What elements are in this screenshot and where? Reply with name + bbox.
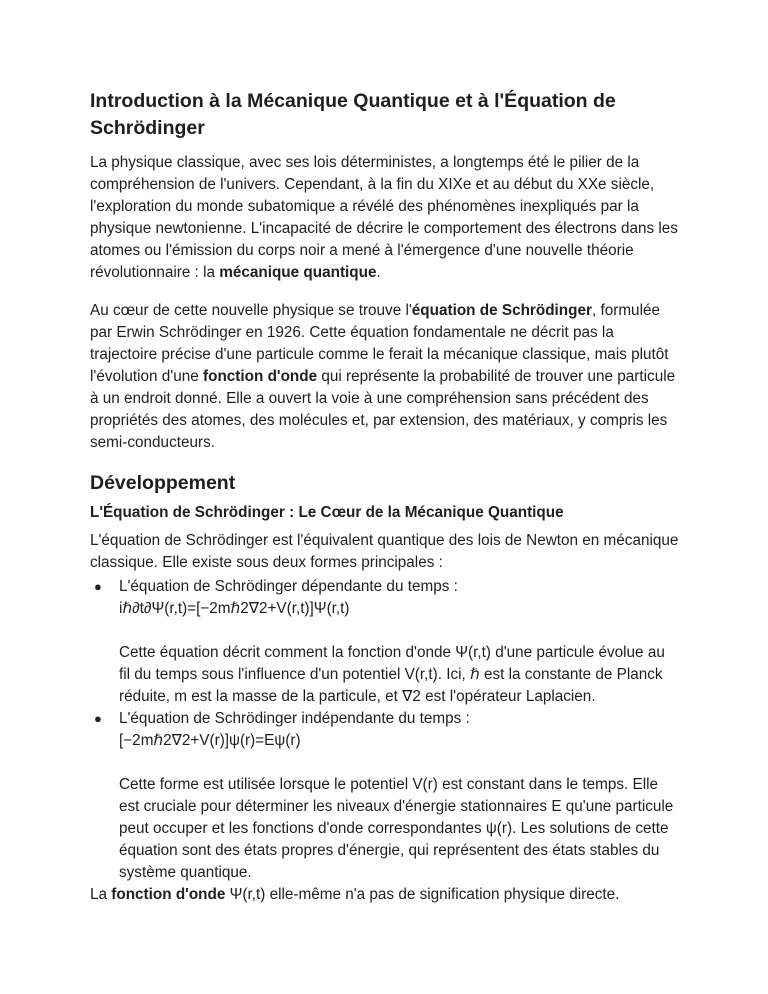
closing-paragraph <box>90 884 680 906</box>
intro-paragraph-2-pre: Au cœur de cette nouvelle physique se trouve l' <box>90 302 412 319</box>
intro-paragraph-2 <box>90 300 680 454</box>
bullet-icon: ● <box>94 711 102 726</box>
equation-description: Cette équation décrit comment la fonction d'onde Ψ(r,t) d'une particule évolue au fil du temps sous l'influence d'un potentiel V(r,t). Ici, ℏ est la constante de Planck réduite, m est la masse de la particule, et ∇2 est l'opérateur Laplacien. <box>119 644 665 705</box>
intro-paragraph-2-mid: , formulée par Erwin Schrödinger en 1926. Cette équation fondamentale ne décrit pas la trajectoire précise d'une particule comme le ferait la mécanique classique, mais plutôt l'évolution d'une <box>90 302 669 385</box>
equation-list <box>90 576 680 884</box>
section-heading: Développement <box>90 472 236 494</box>
subsection-heading: L'Équation de Schrödinger : Le Cœur de la Mécanique Quantique <box>90 504 564 521</box>
equation-label: L'équation de Schrödinger dépendante du temps : <box>119 578 458 595</box>
document-page <box>90 88 680 906</box>
intro-paragraph-1 <box>90 152 680 284</box>
intro-paragraph-1-end: . <box>376 264 381 281</box>
intro-paragraph-2-bold-1: équation de Schrödinger <box>411 302 592 319</box>
closing-paragraph-bold: fonction d'onde <box>111 886 226 903</box>
intro-paragraph-1-bold: mécanique quantique <box>219 264 377 281</box>
intro-paragraph-2-bold-2: fonction d'onde <box>203 368 318 385</box>
intro-paragraph-2-end: qui représente la probabilité de trouver une particule à un endroit donné. Elle a ouvert la voie à une compréhension sans précédent des propriétés des atomes, des molécules et, par extension, des matériaux, y compris les semi-conducteurs. <box>90 368 676 451</box>
equation-formula: [−2mℏ2∇2+V(r)]ψ(r)=Eψ(r) <box>119 732 301 749</box>
intro-paragraph-1-text: La physique classique, avec ses lois déterministes, a longtemps été le pilier de la compréhension de l'univers. Cependant, à la fin du XIXe et au début du XXe siècle, l'exploration du monde subatomique a révélé des phénomènes inexpliqués par la physique newtonienne. L'incapacité de décrire le comportement des électrons dans les atomes ou l'émission du corps noir a mené à l'émergence d'une nouvelle théorie révolutionnaire : la <box>90 154 678 281</box>
closing-paragraph-end: Ψ(r,t) elle-même n'a pas de signification physique directe. <box>225 886 620 903</box>
equation-formula: iℏ∂t∂Ψ(r,t)=[−2mℏ2∇2+V(r,t)]Ψ(r,t) <box>119 600 350 617</box>
subsection-intro: L'équation de Schrödinger est l'équivalent quantique des lois de Newton en mécanique classique. Elle existe sous deux formes principales : <box>90 532 679 571</box>
equation-label: L'équation de Schrödinger indépendante du temps : <box>119 710 470 727</box>
list-item <box>90 708 680 884</box>
page-title: Introduction à la Mécanique Quantique et à l'Équation de Schrödinger <box>90 90 616 139</box>
closing-paragraph-pre: La <box>90 886 112 903</box>
list-item <box>90 576 680 708</box>
equation-description: Cette forme est utilisée lorsque le potentiel V(r) est constant dans le temps. Elle est cruciale pour déterminer les niveaux d'énergie stationnaires E qu'une particule peut occuper et les fonctions d'onde correspondantes ψ(r). Les solutions de cette équation sont des états propres d'énergie, qui représentent des états stables du système quantique. <box>119 776 674 881</box>
bullet-icon: ● <box>94 579 102 594</box>
